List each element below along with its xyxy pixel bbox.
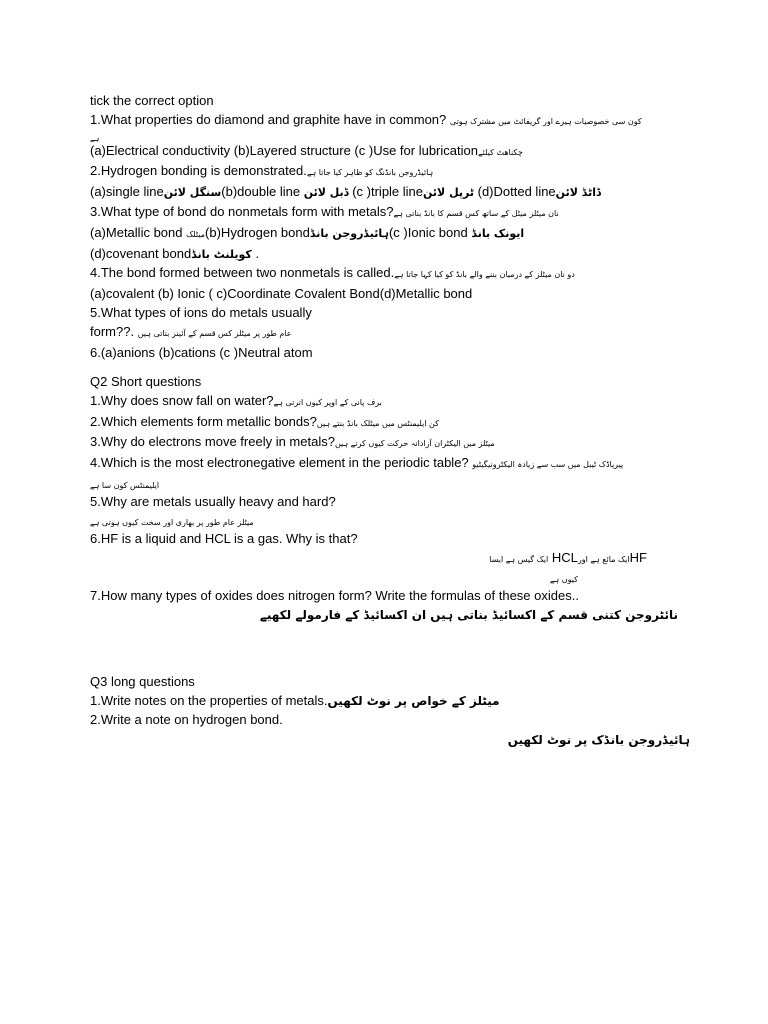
short-q-6-urdu-cont: کیوں ہے [549, 575, 578, 585]
long-q-2-urdu-line [90, 731, 690, 750]
long-q-2-urdu: ہائیڈروجن بانڈک پر نوٹ لکھیں [507, 733, 690, 748]
option-c: (c )triple line [352, 184, 424, 200]
mcq-2-question [90, 162, 690, 183]
short-q-6-urdu-a: ایک مائع ہے اور [577, 554, 630, 564]
option-d-urdu: ڈاٹڈ لائن [555, 186, 601, 200]
mcq-section [90, 92, 690, 362]
long-q-2: 2.Write a note on hydrogen bond. [90, 711, 283, 727]
section-title: Q2 Short questions [90, 374, 202, 389]
short-q-2-text: 2.Which elements form metallic bonds? [90, 413, 317, 429]
short-questions-section [90, 373, 690, 625]
option-a-urdu: میٹلک [186, 229, 206, 239]
mcq-1-options-urdu: چکناهٹ کیلئے [477, 147, 523, 157]
mcq-3-question [90, 203, 690, 224]
long-q-1-text: 1.Write notes on the properties of metals. [90, 692, 328, 708]
long-q-1 [90, 692, 690, 711]
short-q-4-urdu-wrap [90, 475, 690, 493]
option-d-urdu: کویلنٹ بانڈ [191, 247, 252, 261]
option-b-urdu: ڈبل لائن [303, 186, 349, 200]
option-c-urdu: ٹرپل لائن [423, 186, 474, 200]
short-q-2-urdu: کن ایلیمنٹس میں میٹلک بانڈ بنتے ہیں [316, 418, 439, 428]
short-q-6-urdu-line [90, 549, 690, 570]
short-q-1-urdu: برف پانی کے اوپر کیوں اترتی ہے [273, 397, 382, 407]
mcq-1-options [90, 142, 690, 163]
short-q-3 [90, 433, 690, 454]
option-b-urdu: ہائیڈروجن بانڈ [309, 226, 389, 240]
short-q-6: 6.HF is a liquid and HCL is a gas. Why is that? [90, 530, 358, 546]
short-q-3-urdu: میٹلز میں الیکٹران آزادانہ حرکت کیوں کرتے ہیں [334, 439, 495, 449]
short-q-4 [90, 454, 690, 475]
short-q-4-text: 4.Which is the most electronegative element in the periodic table? [90, 455, 469, 471]
mcq-1-urdu: کون سی خصوصیات ہیرے اور گریفائٹ میں مشترک ہوتی [449, 116, 642, 126]
short-q-6-urdu-b: ایک گیس ہے ایسا [489, 554, 549, 564]
short-q-1-text: 1.Why does snow fall on water? [90, 392, 274, 408]
mcq-5-urdu: عام طور پر میٹلز کس قسم کے آئینز بناتی ہیں [137, 328, 292, 338]
mcq-3-options [90, 224, 690, 245]
short-q-6-urdu-cont-line [90, 569, 690, 587]
option-a: (a)single line [90, 184, 164, 200]
section-title: Q3 long questions [90, 674, 195, 689]
mcq-4-urdu: دو نان میٹلز کے درمیان بننے والے بانڈ کو کیا کہا جاتا ہے [394, 270, 575, 280]
mcq-4-text: 4.The bond formed between two nonmetals is called. [90, 265, 395, 281]
instruction-heading: tick the correct option [90, 93, 214, 108]
mcq-5-question-cont [90, 323, 690, 344]
mcq-1-text: 1.What properties do diamond and graphite have in common? [90, 111, 447, 127]
option-c-urdu: ایونک بانڈ [471, 226, 525, 240]
mcq-1-urdu-wrap [90, 132, 690, 142]
option-b: (b)double line [221, 184, 301, 200]
short-q-5-urdu-line [90, 512, 690, 530]
mcq-1-urdu-cont: ہے [90, 133, 100, 142]
short-q-5-urdu: میٹلز عام طور پر بھاری اور سخت کیوں ہوتی ہے [90, 517, 254, 527]
option-a-urdu: سنگل لائن [163, 186, 222, 200]
hcl-formula: HCL [551, 549, 578, 565]
option-d: (d)Dotted line [477, 184, 556, 200]
mcq-5-text-cont: form??. [90, 323, 135, 339]
short-q-2 [90, 413, 690, 434]
short-q-5: 5.Why are metals usually heavy and hard? [90, 493, 336, 509]
option-b: (b)Hydrogen bond [205, 224, 310, 240]
mcq-2-options [90, 183, 690, 203]
short-q-3-text: 3.Why do electrons move freely in metals? [90, 434, 335, 450]
mcq-1-question [90, 111, 690, 132]
long-q-1-urdu: میٹلز کے خواص پر نوٹ لکھیں [327, 693, 500, 708]
mcq-1-options-text: (a)Electrical conductivity (b)Layered structure (c )Use for lubrication [90, 142, 478, 158]
mcq-6-options: 6.(a)anions (b)cations (c )Neutral atom [90, 344, 313, 360]
long-questions-section [90, 673, 690, 750]
short-q-1 [90, 392, 690, 413]
option-d: (d)covenant bond [90, 245, 192, 261]
mcq-3-options-cont [90, 245, 690, 265]
mcq-4-question [90, 264, 690, 285]
mcq-2-urdu: ہائیڈروجن بانڈنگ کو ظاہر کیا جاتا ہے [306, 168, 434, 178]
short-q-4-urdu-cont: ایلیمنٹس کون سا ہے [90, 480, 160, 490]
short-q-7: 7.How many types of oxides does nitrogen form? Write the formulas of these oxides.. [90, 588, 579, 604]
hf-formula: HF [629, 549, 647, 565]
short-q-4-urdu: پیریاڈک ٹیبل میں سب سے زیادہ الیکٹرونیگیٹیو [472, 460, 624, 470]
mcq-3-text: 3.What type of bond do nonmetals form with metals? [90, 203, 394, 219]
short-q-7-urdu-line [90, 606, 690, 625]
mcq-2-text: 2.Hydrogen bonding is demonstrated. [90, 163, 307, 179]
mcq-3-urdu: نان میٹلز میٹل کے ساتھ کس قسم کا بانڈ بناتی ہے [393, 208, 559, 218]
option-c: (c )Ionic bond [388, 224, 468, 240]
option-d-end: . [255, 245, 260, 261]
short-q-7-urdu: نائٹروجن کتنی قسم کے اکسائیڈ بناتی ہیں ان اکسائیڈ کے فارمولے لکھیے [259, 608, 678, 623]
mcq-4-options: (a)covalent (b) Ionic ( c)Coordinate Covalent Bond(d)Metallic bond [90, 286, 473, 302]
mcq-5-question: 5.What types of ions do metals usually [90, 304, 312, 320]
option-a: (a)Metallic bond [90, 224, 183, 240]
